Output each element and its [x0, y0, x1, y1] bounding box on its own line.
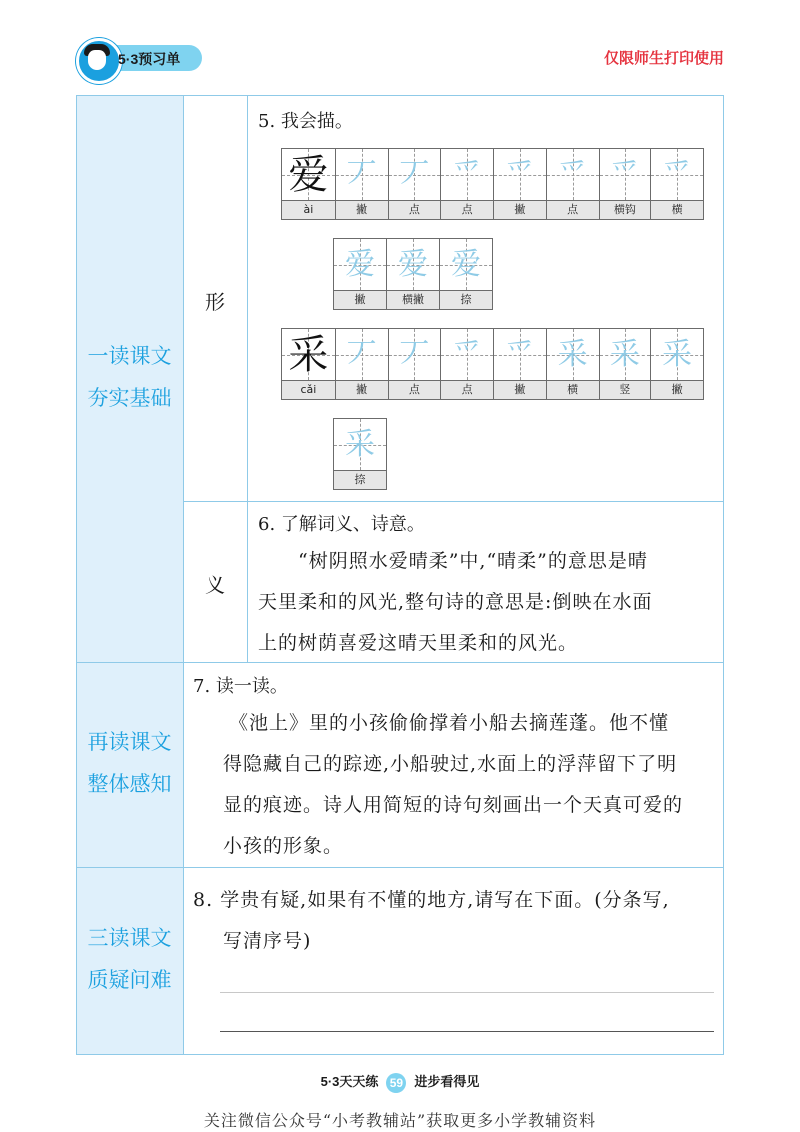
subsection-meaning-label: 义 [205, 575, 225, 597]
q7-line: 《池上》里的小孩偷偷撑着小船去摘莲蓬。他不懂 [229, 712, 670, 734]
stroke-cell [441, 149, 494, 219]
section-3-title [77, 918, 182, 1002]
answer-line[interactable] [220, 1031, 714, 1032]
main-char: 爱 [288, 152, 329, 198]
section-1-title-line2: 夯实基础 [87, 387, 172, 410]
page-number: 59 [386, 1073, 406, 1093]
trace-glyph: 采 [345, 427, 375, 462]
stroke-label: 撇 [494, 381, 546, 399]
stroke-label: 竖 [600, 381, 651, 399]
stroke-cell [389, 149, 442, 219]
stroke-cell [441, 329, 494, 399]
stroke-label: 点 [441, 381, 493, 399]
trace-glyph: 爱 [398, 247, 428, 282]
stroke-grid-ai-row2 [333, 238, 493, 310]
stroke-grid-cai-row1 [281, 328, 704, 400]
trace-glyph: 采 [609, 337, 640, 372]
trace-glyph: 丆 [399, 157, 430, 192]
trace-glyph: 爫 [504, 157, 535, 192]
section-1-title-line1: 一读课文 [87, 345, 172, 368]
row-divider-section-3 [76, 867, 724, 868]
q8-prompt [193, 880, 721, 962]
stroke-grid-ai-row1 [281, 148, 704, 220]
q7-line: 得隐藏自己的踪迹,小船驶过,水面上的浮萍留下了明 [223, 753, 678, 775]
q6-answer [258, 541, 720, 664]
footer-left: 5·3天天练 [320, 1074, 379, 1089]
stroke-cell [547, 329, 600, 399]
stroke-label: 撇 [336, 381, 388, 399]
header-badge-label: 5·3预习单 [118, 51, 181, 67]
trace-glyph: 丆 [399, 337, 430, 372]
stroke-cell [334, 419, 386, 489]
trace-glyph: 丆 [346, 337, 377, 372]
stroke-cell [389, 329, 442, 399]
stroke-cell [440, 239, 492, 309]
stroke-label: 点 [547, 201, 599, 219]
stroke-label: 横钩 [600, 201, 651, 219]
stroke-cell [494, 149, 547, 219]
main-char-cell [282, 149, 336, 219]
trace-glyph: 爱 [451, 247, 481, 282]
stroke-label: 捺 [334, 471, 386, 489]
trace-glyph: 爫 [504, 337, 535, 372]
q7-passage [193, 703, 721, 867]
trace-glyph: 爱 [345, 247, 375, 282]
q8-line: 8. 学贵有疑,如果有不懂的地方,请写在下面。(分条写, [193, 889, 670, 911]
section-2-title [77, 722, 182, 806]
stroke-label: 撇 [651, 381, 703, 399]
q7-line: 小孩的形象。 [223, 835, 344, 857]
section-1-title [77, 336, 182, 420]
stroke-label: 横 [547, 381, 599, 399]
stroke-grid-cai-row2 [333, 418, 387, 490]
stroke-label: 撇 [334, 291, 386, 309]
stroke-cell [336, 149, 389, 219]
q7-title: 7. 读一读。 [193, 676, 288, 697]
trace-glyph: 采 [557, 337, 588, 372]
row-divider-form-meaning [183, 501, 724, 502]
stroke-cell [600, 329, 652, 399]
mascot-face [88, 50, 106, 70]
stroke-cell [336, 329, 389, 399]
stroke-label: 横 [651, 201, 703, 219]
stroke-label: 点 [389, 381, 441, 399]
q6-line: “树阴照水爱晴柔”中,“晴柔”的意思是晴 [298, 550, 648, 572]
stroke-label: 捺 [440, 291, 492, 309]
stroke-label: 点 [441, 201, 493, 219]
stroke-label: 撇 [494, 201, 546, 219]
subsection-form-label: 形 [205, 292, 225, 314]
stroke-cell [651, 329, 703, 399]
stroke-label: 横撇 [387, 291, 439, 309]
print-notice: 仅限师生打印使用 [603, 50, 724, 67]
pinyin: ài [282, 201, 335, 219]
q5-title: 5. 我会描。 [258, 111, 353, 132]
trace-glyph: 爫 [452, 337, 483, 372]
q6-line: 天里柔和的风光,整句诗的意思是:倒映在水面 [258, 591, 653, 613]
sub-column-divider [247, 95, 248, 662]
page-footer [0, 1071, 800, 1093]
trace-glyph: 爫 [557, 157, 588, 192]
main-char: 采 [288, 332, 329, 378]
stroke-label: 点 [389, 201, 441, 219]
stroke-cell [334, 239, 387, 309]
q8-line: 写清序号) [223, 930, 312, 952]
stroke-cell [600, 149, 652, 219]
section-2-title-line1: 再读课文 [87, 731, 172, 754]
stroke-label: 撇 [336, 201, 388, 219]
main-char-cell [282, 329, 336, 399]
q6-title: 6. 了解词义、诗意。 [258, 514, 425, 535]
trace-glyph: 丆 [346, 157, 377, 192]
q6-line: 上的树荫喜爱这晴天里柔和的风光。 [258, 632, 579, 654]
stroke-cell [387, 239, 440, 309]
pinyin: cǎi [282, 381, 335, 399]
stroke-cell [494, 329, 547, 399]
section-2-title-line2: 整体感知 [87, 773, 172, 796]
trace-glyph: 爫 [452, 157, 483, 192]
watermark-text: 关注微信公众号“小考教辅站”获取更多小学教辅资料 [203, 1111, 597, 1130]
section-3-title-line2: 质疑问难 [87, 969, 172, 992]
stroke-cell [547, 149, 600, 219]
trace-glyph: 采 [662, 337, 693, 372]
trace-glyph: 爫 [662, 157, 693, 192]
trace-glyph: 爫 [609, 157, 640, 192]
answer-line[interactable] [220, 992, 714, 993]
section-3-title-line1: 三读课文 [87, 927, 172, 950]
footer-right: 进步看得见 [414, 1074, 480, 1089]
q7-line: 显的痕迹。诗人用简短的诗句刻画出一个天真可爱的 [223, 794, 684, 816]
stroke-cell [651, 149, 703, 219]
